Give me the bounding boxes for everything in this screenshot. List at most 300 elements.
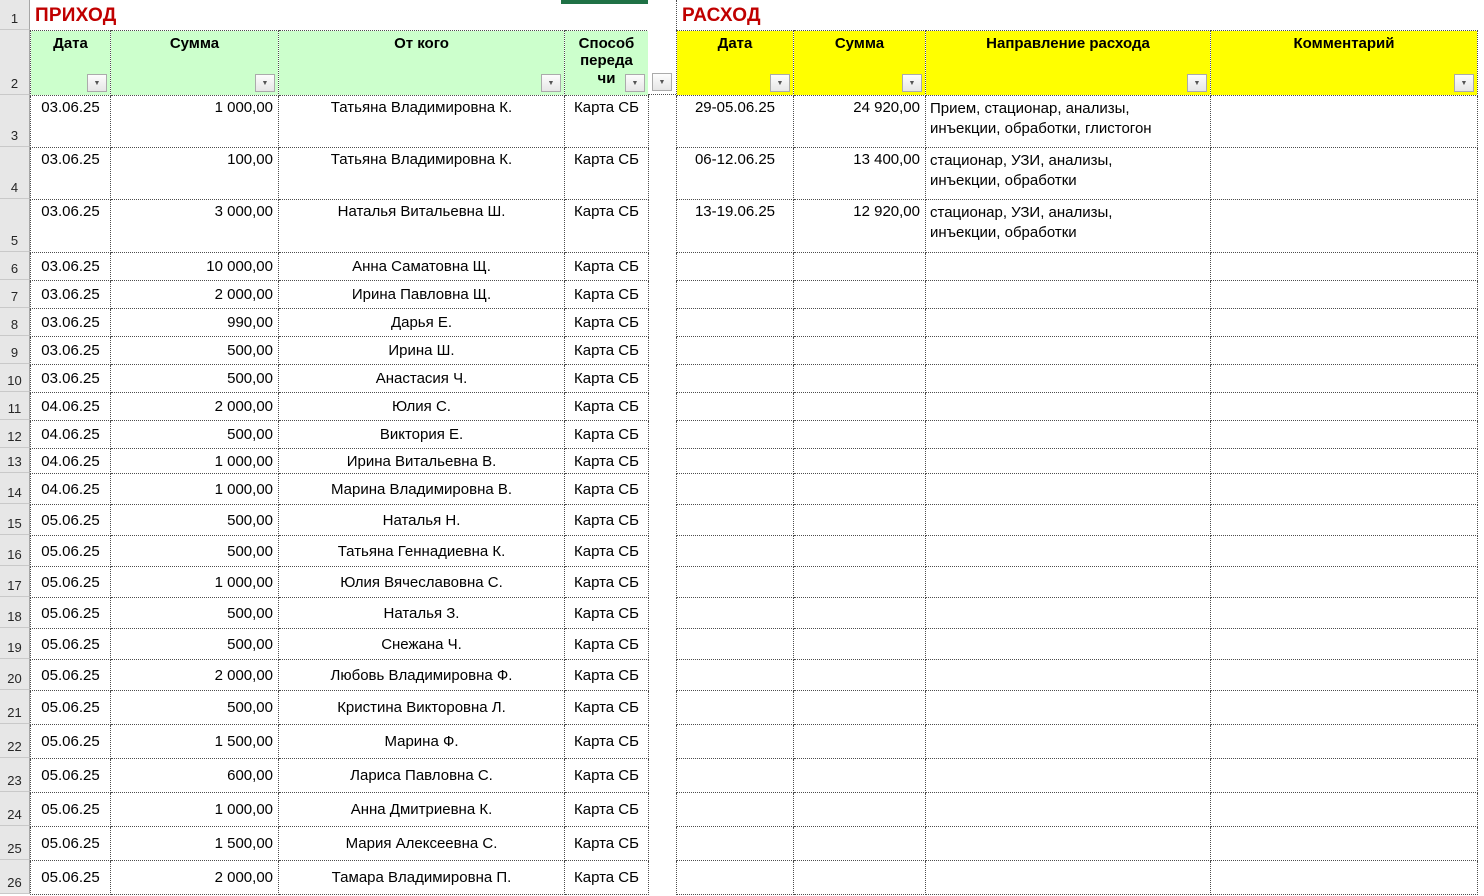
cell-amount[interactable] [794, 691, 926, 725]
income-row [31, 691, 649, 725]
income-row [31, 725, 649, 759]
expense-row [677, 474, 1478, 505]
expense-col-header-date[interactable] [677, 31, 794, 96]
cell-method[interactable]: Карта СБ [565, 337, 649, 365]
cell-comment[interactable] [1211, 861, 1478, 895]
cell-amount[interactable] [794, 505, 926, 536]
column-header-label: Способ передачи [578, 35, 635, 87]
cell-date[interactable]: 04.06.25 [31, 393, 111, 421]
cell-from[interactable]: Тамара Владимировна П. [279, 861, 565, 895]
cell-date[interactable] [677, 253, 794, 281]
income-row [31, 393, 649, 421]
expense-row [677, 629, 1478, 660]
row-number-cell[interactable]: 9 [0, 336, 30, 364]
cell-purpose[interactable] [926, 337, 1211, 365]
row-number-cell[interactable]: 16 [0, 535, 30, 566]
cell-from[interactable]: Мария Алексеевна С. [279, 827, 565, 861]
cell-method[interactable]: Карта СБ [565, 96, 649, 148]
expense-row [677, 96, 1478, 148]
cell-amount[interactable]: 1 000,00 [111, 793, 279, 827]
row-header-column [0, 0, 30, 894]
cell-comment[interactable] [1211, 725, 1478, 759]
cell-date[interactable]: 05.06.25 [31, 598, 111, 629]
filter-button[interactable] [87, 74, 107, 92]
cell-amount[interactable]: 10 000,00 [111, 253, 279, 281]
cell-purpose[interactable] [926, 474, 1211, 505]
row-number-cell[interactable]: 23 [0, 758, 30, 792]
row-number-cell[interactable]: 12 [0, 420, 30, 448]
cell-amount[interactable]: 500,00 [111, 691, 279, 725]
cell-from[interactable]: Анна Дмитриевна К. [279, 793, 565, 827]
cell-amount[interactable]: 100,00 [111, 148, 279, 200]
expense-row [677, 793, 1478, 827]
cell-method[interactable]: Карта СБ [565, 827, 649, 861]
cell-date[interactable] [677, 474, 794, 505]
cell-date[interactable] [677, 598, 794, 629]
expense-row [677, 505, 1478, 536]
cell-amount[interactable]: 12 920,00 [794, 200, 926, 253]
cell-amount[interactable]: 500,00 [111, 337, 279, 365]
expense-table [676, 0, 1477, 895]
row-number-cell[interactable]: 22 [0, 724, 30, 758]
cell-comment[interactable] [1211, 474, 1478, 505]
cell-date[interactable] [677, 309, 794, 337]
cell-date[interactable]: 13-19.06.25 [677, 200, 794, 253]
income-row [31, 827, 649, 861]
cell-comment[interactable] [1211, 200, 1478, 253]
cell-amount[interactable] [794, 421, 926, 449]
cell-amount[interactable]: 2 000,00 [111, 281, 279, 309]
cell-purpose[interactable] [926, 759, 1211, 793]
cell-purpose[interactable] [926, 309, 1211, 337]
expense-row [677, 337, 1478, 365]
cell-from[interactable]: Татьяна Владимировна К. [279, 96, 565, 148]
filter-button[interactable] [902, 74, 922, 92]
filter-dropdown-icon: ▼ [261, 79, 269, 87]
cell-amount[interactable] [794, 759, 926, 793]
cell-amount[interactable]: 3 000,00 [111, 200, 279, 253]
cell-date[interactable]: 05.06.25 [31, 725, 111, 759]
cell-method[interactable]: Карта СБ [565, 691, 649, 725]
cell-date[interactable]: 05.06.25 [31, 536, 111, 567]
expense-row [677, 861, 1478, 895]
expense-row [677, 200, 1478, 253]
cell-amount[interactable] [794, 660, 926, 691]
cell-method[interactable]: Карта СБ [565, 725, 649, 759]
cell-method[interactable]: Карта СБ [565, 861, 649, 895]
cell-amount[interactable] [794, 474, 926, 505]
cell-date[interactable]: 04.06.25 [31, 449, 111, 474]
row-number-cell[interactable]: 11 [0, 392, 30, 420]
expense-title[interactable]: РАСХОД [676, 0, 1477, 30]
cell-date[interactable] [677, 691, 794, 725]
row-number-cell[interactable]: 13 [0, 448, 30, 473]
cell-method[interactable]: Карта СБ [565, 598, 649, 629]
income-row [31, 505, 649, 536]
cell-comment[interactable] [1211, 449, 1478, 474]
cell-from[interactable]: Юлия С. [279, 393, 565, 421]
cell-amount[interactable]: 500,00 [111, 365, 279, 393]
cell-method[interactable]: Карта СБ [565, 505, 649, 536]
row-number-cell[interactable]: 5 [0, 199, 30, 252]
cell-date[interactable]: 04.06.25 [31, 421, 111, 449]
cell-amount[interactable]: 500,00 [111, 536, 279, 567]
row-number-cell[interactable]: 2 [0, 30, 30, 95]
column-header-label: Комментарий [1293, 35, 1395, 52]
income-col-header-from[interactable] [279, 31, 565, 96]
income-col-header-amount[interactable] [111, 31, 279, 96]
cell-purpose[interactable] [926, 96, 1211, 148]
cell-amount[interactable] [794, 393, 926, 421]
row-number-cell[interactable]: 3 [0, 95, 30, 147]
cell-method[interactable]: Карта СБ [565, 660, 649, 691]
cell-amount[interactable] [794, 629, 926, 660]
cell-date[interactable]: 05.06.25 [31, 827, 111, 861]
row-number-cell[interactable]: 21 [0, 690, 30, 724]
income-row [31, 253, 649, 281]
filter-button[interactable] [255, 74, 275, 92]
cell-purpose[interactable] [926, 598, 1211, 629]
cell-date[interactable]: 05.06.25 [31, 691, 111, 725]
cell-from[interactable]: Наталья З. [279, 598, 565, 629]
cell-comment[interactable] [1211, 309, 1478, 337]
cell-amount[interactable]: 1 500,00 [111, 827, 279, 861]
income-table [30, 0, 648, 895]
purpose-text: стационар, УЗИ, анализы, инъекции, обработки [930, 204, 1113, 242]
cell-purpose[interactable] [926, 449, 1211, 474]
filter-dropdown-icon: ▼ [1460, 79, 1468, 87]
cell-purpose[interactable] [926, 793, 1211, 827]
cell-comment[interactable] [1211, 567, 1478, 598]
cell-purpose[interactable] [926, 827, 1211, 861]
cell-comment[interactable] [1211, 393, 1478, 421]
filter-button[interactable] [1187, 74, 1207, 92]
income-row [31, 365, 649, 393]
cell-date[interactable]: 05.06.25 [31, 629, 111, 660]
income-row [31, 598, 649, 629]
cell-method[interactable]: Карта СБ [565, 449, 649, 474]
cell-amount[interactable] [794, 449, 926, 474]
cell-amount[interactable]: 24 920,00 [794, 96, 926, 148]
cell-amount[interactable]: 500,00 [111, 598, 279, 629]
filter-dropdown-icon: ▼ [908, 79, 916, 87]
row-number-cell[interactable]: 18 [0, 597, 30, 628]
row-number-cell[interactable]: 10 [0, 364, 30, 392]
cell-date[interactable] [677, 567, 794, 598]
income-row [31, 337, 649, 365]
cell-date[interactable]: 03.06.25 [31, 365, 111, 393]
cell-method[interactable]: Карта СБ [565, 281, 649, 309]
cell-from[interactable]: Ирина Ш. [279, 337, 565, 365]
income-row [31, 200, 649, 253]
cell-purpose[interactable] [926, 505, 1211, 536]
cell-date[interactable]: 05.06.25 [31, 567, 111, 598]
cell-purpose[interactable] [926, 393, 1211, 421]
income-row [31, 861, 649, 895]
cell-amount[interactable]: 600,00 [111, 759, 279, 793]
cell-date[interactable]: 03.06.25 [31, 148, 111, 200]
cell-amount[interactable] [794, 725, 926, 759]
cell-date[interactable] [677, 536, 794, 567]
cell-date[interactable] [677, 660, 794, 691]
cell-purpose[interactable] [926, 148, 1211, 200]
filter-button[interactable] [541, 74, 561, 92]
cell-date[interactable] [677, 393, 794, 421]
income-row [31, 96, 649, 148]
expense-row [677, 691, 1478, 725]
cell-comment[interactable] [1211, 337, 1478, 365]
cell-date[interactable]: 03.06.25 [31, 253, 111, 281]
cell-date[interactable] [677, 421, 794, 449]
cell-method[interactable]: Карта СБ [565, 474, 649, 505]
income-col-header-date[interactable] [31, 31, 111, 96]
cell-method[interactable]: Карта СБ [565, 365, 649, 393]
cell-amount[interactable] [794, 793, 926, 827]
cell-date[interactable]: 03.06.25 [31, 337, 111, 365]
cell-purpose[interactable] [926, 861, 1211, 895]
filter-dropdown-icon: ▼ [1193, 79, 1201, 87]
spacer-header-cell[interactable] [648, 30, 676, 95]
cell-from[interactable]: Татьяна Владимировна К. [279, 148, 565, 200]
row-number-cell[interactable]: 4 [0, 147, 30, 199]
cell-amount[interactable]: 990,00 [111, 309, 279, 337]
purpose-text: Прием, стационар, анализы, инъекции, обработки, глистогон [930, 100, 1152, 138]
cell-date[interactable]: 06-12.06.25 [677, 148, 794, 200]
expense-row [677, 253, 1478, 281]
filter-dropdown-icon: ▼ [658, 78, 666, 86]
cell-from[interactable]: Наталья Витальевна Ш. [279, 200, 565, 253]
income-row [31, 793, 649, 827]
expense-row [677, 725, 1478, 759]
row-number-cell[interactable]: 14 [0, 473, 30, 504]
cell-from[interactable]: Юлия Вячеславовна С. [279, 567, 565, 598]
expense-row [677, 598, 1478, 629]
income-row [31, 759, 649, 793]
cell-amount[interactable]: 2 000,00 [111, 660, 279, 691]
cell-comment[interactable] [1211, 148, 1478, 200]
cell-comment[interactable] [1211, 827, 1478, 861]
cell-from[interactable]: Ирина Витальевна В. [279, 449, 565, 474]
column-header-label: Направление расхода [986, 35, 1150, 52]
cell-amount[interactable]: 1 000,00 [111, 96, 279, 148]
cell-date[interactable]: 05.06.25 [31, 759, 111, 793]
column-header-label: От кого [394, 35, 449, 52]
cell-amount[interactable] [794, 536, 926, 567]
cell-comment[interactable] [1211, 253, 1478, 281]
row-number-cell[interactable]: 19 [0, 628, 30, 659]
cell-date[interactable] [677, 827, 794, 861]
cell-comment[interactable] [1211, 505, 1478, 536]
income-row [31, 629, 649, 660]
cell-date[interactable]: 03.06.25 [31, 96, 111, 148]
filter-dropdown-icon: ▼ [631, 79, 639, 87]
cell-amount[interactable]: 500,00 [111, 505, 279, 536]
cell-amount[interactable] [794, 567, 926, 598]
cell-date[interactable] [677, 629, 794, 660]
column-header-label: Дата [53, 35, 88, 52]
cell-from[interactable]: Дарья Е. [279, 309, 565, 337]
cell-date[interactable]: 29-05.06.25 [677, 96, 794, 148]
cell-purpose[interactable] [926, 421, 1211, 449]
cell-method[interactable]: Карта СБ [565, 793, 649, 827]
row-number-cell[interactable]: 20 [0, 659, 30, 690]
cell-amount[interactable] [794, 337, 926, 365]
cell-amount[interactable]: 2 000,00 [111, 393, 279, 421]
row-number-cell[interactable]: 26 [0, 860, 30, 894]
cell-purpose[interactable] [926, 200, 1211, 253]
filter-button[interactable] [770, 74, 790, 92]
income-title[interactable]: ПРИХОД [35, 5, 117, 26]
cell-purpose[interactable] [926, 281, 1211, 309]
row-number-cell[interactable]: 24 [0, 792, 30, 826]
income-row [31, 421, 649, 449]
cell-amount[interactable]: 2 000,00 [111, 861, 279, 895]
expense-row [677, 759, 1478, 793]
cell-purpose[interactable] [926, 536, 1211, 567]
cell-purpose[interactable] [926, 660, 1211, 691]
cell-method[interactable]: Карта СБ [565, 759, 649, 793]
row-number-cell[interactable]: 7 [0, 280, 30, 308]
cell-purpose[interactable] [926, 365, 1211, 393]
cell-date[interactable] [677, 759, 794, 793]
filter-dropdown-icon: ▼ [776, 79, 784, 87]
cell-amount[interactable]: 500,00 [111, 421, 279, 449]
cell-method[interactable]: Карта СБ [565, 200, 649, 253]
filter-dropdown-icon: ▼ [93, 79, 101, 87]
cell-date[interactable]: 05.06.25 [31, 861, 111, 895]
cell-method[interactable]: Карта СБ [565, 536, 649, 567]
cell-from[interactable]: Виктория Е. [279, 421, 565, 449]
green-accent-bar [561, 0, 648, 4]
cell-amount[interactable]: 1 000,00 [111, 449, 279, 474]
cell-amount[interactable] [794, 281, 926, 309]
cell-amount[interactable] [794, 598, 926, 629]
cell-method[interactable]: Карта СБ [565, 567, 649, 598]
cell-date[interactable]: 04.06.25 [31, 474, 111, 505]
cell-date[interactable]: 05.06.25 [31, 793, 111, 827]
cell-date[interactable] [677, 365, 794, 393]
cell-from[interactable]: Анна Саматовна Щ. [279, 253, 565, 281]
income-row [31, 567, 649, 598]
cell-from[interactable]: Любовь Владимировна Ф. [279, 660, 565, 691]
cell-from[interactable]: Наталья Н. [279, 505, 565, 536]
filter-button[interactable] [652, 73, 672, 91]
cell-method[interactable]: Карта СБ [565, 393, 649, 421]
expense-col-header-comment[interactable] [1211, 31, 1478, 96]
cell-amount[interactable] [794, 309, 926, 337]
column-header-label: Дата [717, 35, 753, 52]
expense-col-header-amount[interactable] [794, 31, 926, 96]
column-header-label: Сумма [169, 35, 220, 52]
income-row [31, 474, 649, 505]
cell-from[interactable]: Марина Ф. [279, 725, 565, 759]
cell-date[interactable]: 05.06.25 [31, 505, 111, 536]
cell-amount[interactable]: 1 000,00 [111, 567, 279, 598]
cell-purpose[interactable] [926, 691, 1211, 725]
filter-button[interactable] [1454, 74, 1474, 92]
row-number-cell[interactable]: 8 [0, 308, 30, 336]
expense-row [677, 536, 1478, 567]
cell-from[interactable]: Снежана Ч. [279, 629, 565, 660]
cell-date[interactable]: 05.06.25 [31, 660, 111, 691]
cell-date[interactable] [677, 861, 794, 895]
row-number-cell[interactable]: 15 [0, 504, 30, 535]
cell-amount[interactable] [794, 365, 926, 393]
row-number-cell[interactable]: 1 [0, 0, 30, 30]
row-number-cell[interactable]: 6 [0, 252, 30, 280]
filter-dropdown-icon: ▼ [547, 79, 555, 87]
cell-method[interactable]: Карта СБ [565, 148, 649, 200]
cell-comment[interactable] [1211, 793, 1478, 827]
income-row [31, 281, 649, 309]
cell-purpose[interactable] [926, 567, 1211, 598]
cell-comment[interactable] [1211, 629, 1478, 660]
cell-from[interactable]: Марина Владимировна В. [279, 474, 565, 505]
cell-from[interactable]: Лариса Павловна С. [279, 759, 565, 793]
cell-from[interactable]: Татьяна Геннадиевна К. [279, 536, 565, 567]
cell-purpose[interactable] [926, 725, 1211, 759]
row-number-cell[interactable]: 17 [0, 566, 30, 597]
cell-from[interactable]: Ирина Павловна Щ. [279, 281, 565, 309]
cell-date[interactable]: 03.06.25 [31, 200, 111, 253]
cell-amount[interactable]: 1 500,00 [111, 725, 279, 759]
cell-date[interactable] [677, 725, 794, 759]
cell-comment[interactable] [1211, 365, 1478, 393]
cell-amount[interactable] [794, 253, 926, 281]
income-header-row [31, 31, 649, 96]
income-col-header-method[interactable] [565, 31, 649, 96]
cell-method[interactable]: Карта СБ [565, 629, 649, 660]
cell-from[interactable]: Кристина Викторовна Л. [279, 691, 565, 725]
cell-date[interactable] [677, 337, 794, 365]
cell-amount[interactable] [794, 861, 926, 895]
expense-col-header-purpose[interactable] [926, 31, 1211, 96]
cell-date[interactable] [677, 505, 794, 536]
cell-date[interactable] [677, 449, 794, 474]
cell-date[interactable] [677, 793, 794, 827]
column-header-label: Сумма [834, 35, 885, 52]
cell-comment[interactable] [1211, 598, 1478, 629]
cell-purpose[interactable] [926, 629, 1211, 660]
expense-row [677, 281, 1478, 309]
cell-amount[interactable]: 1 000,00 [111, 474, 279, 505]
cell-date[interactable]: 03.06.25 [31, 281, 111, 309]
cell-purpose[interactable] [926, 253, 1211, 281]
filter-button[interactable] [625, 74, 645, 92]
cell-comment[interactable] [1211, 281, 1478, 309]
cell-date[interactable] [677, 281, 794, 309]
cell-amount[interactable]: 500,00 [111, 629, 279, 660]
cell-from[interactable]: Анастасия Ч. [279, 365, 565, 393]
cell-method[interactable]: Карта СБ [565, 309, 649, 337]
cell-comment[interactable] [1211, 96, 1478, 148]
expense-header-row [677, 31, 1478, 96]
row-number-cell[interactable]: 25 [0, 826, 30, 860]
cell-amount[interactable]: 13 400,00 [794, 148, 926, 200]
cell-comment[interactable] [1211, 691, 1478, 725]
cell-date[interactable]: 03.06.25 [31, 309, 111, 337]
cell-comment[interactable] [1211, 759, 1478, 793]
cell-comment[interactable] [1211, 421, 1478, 449]
expense-row [677, 449, 1478, 474]
cell-method[interactable]: Карта СБ [565, 253, 649, 281]
cell-amount[interactable] [794, 827, 926, 861]
purpose-text: стационар, УЗИ, анализы, инъекции, обработки [930, 152, 1113, 190]
cell-comment[interactable] [1211, 536, 1478, 567]
cell-method[interactable]: Карта СБ [565, 421, 649, 449]
cell-comment[interactable] [1211, 660, 1478, 691]
expense-row [677, 393, 1478, 421]
